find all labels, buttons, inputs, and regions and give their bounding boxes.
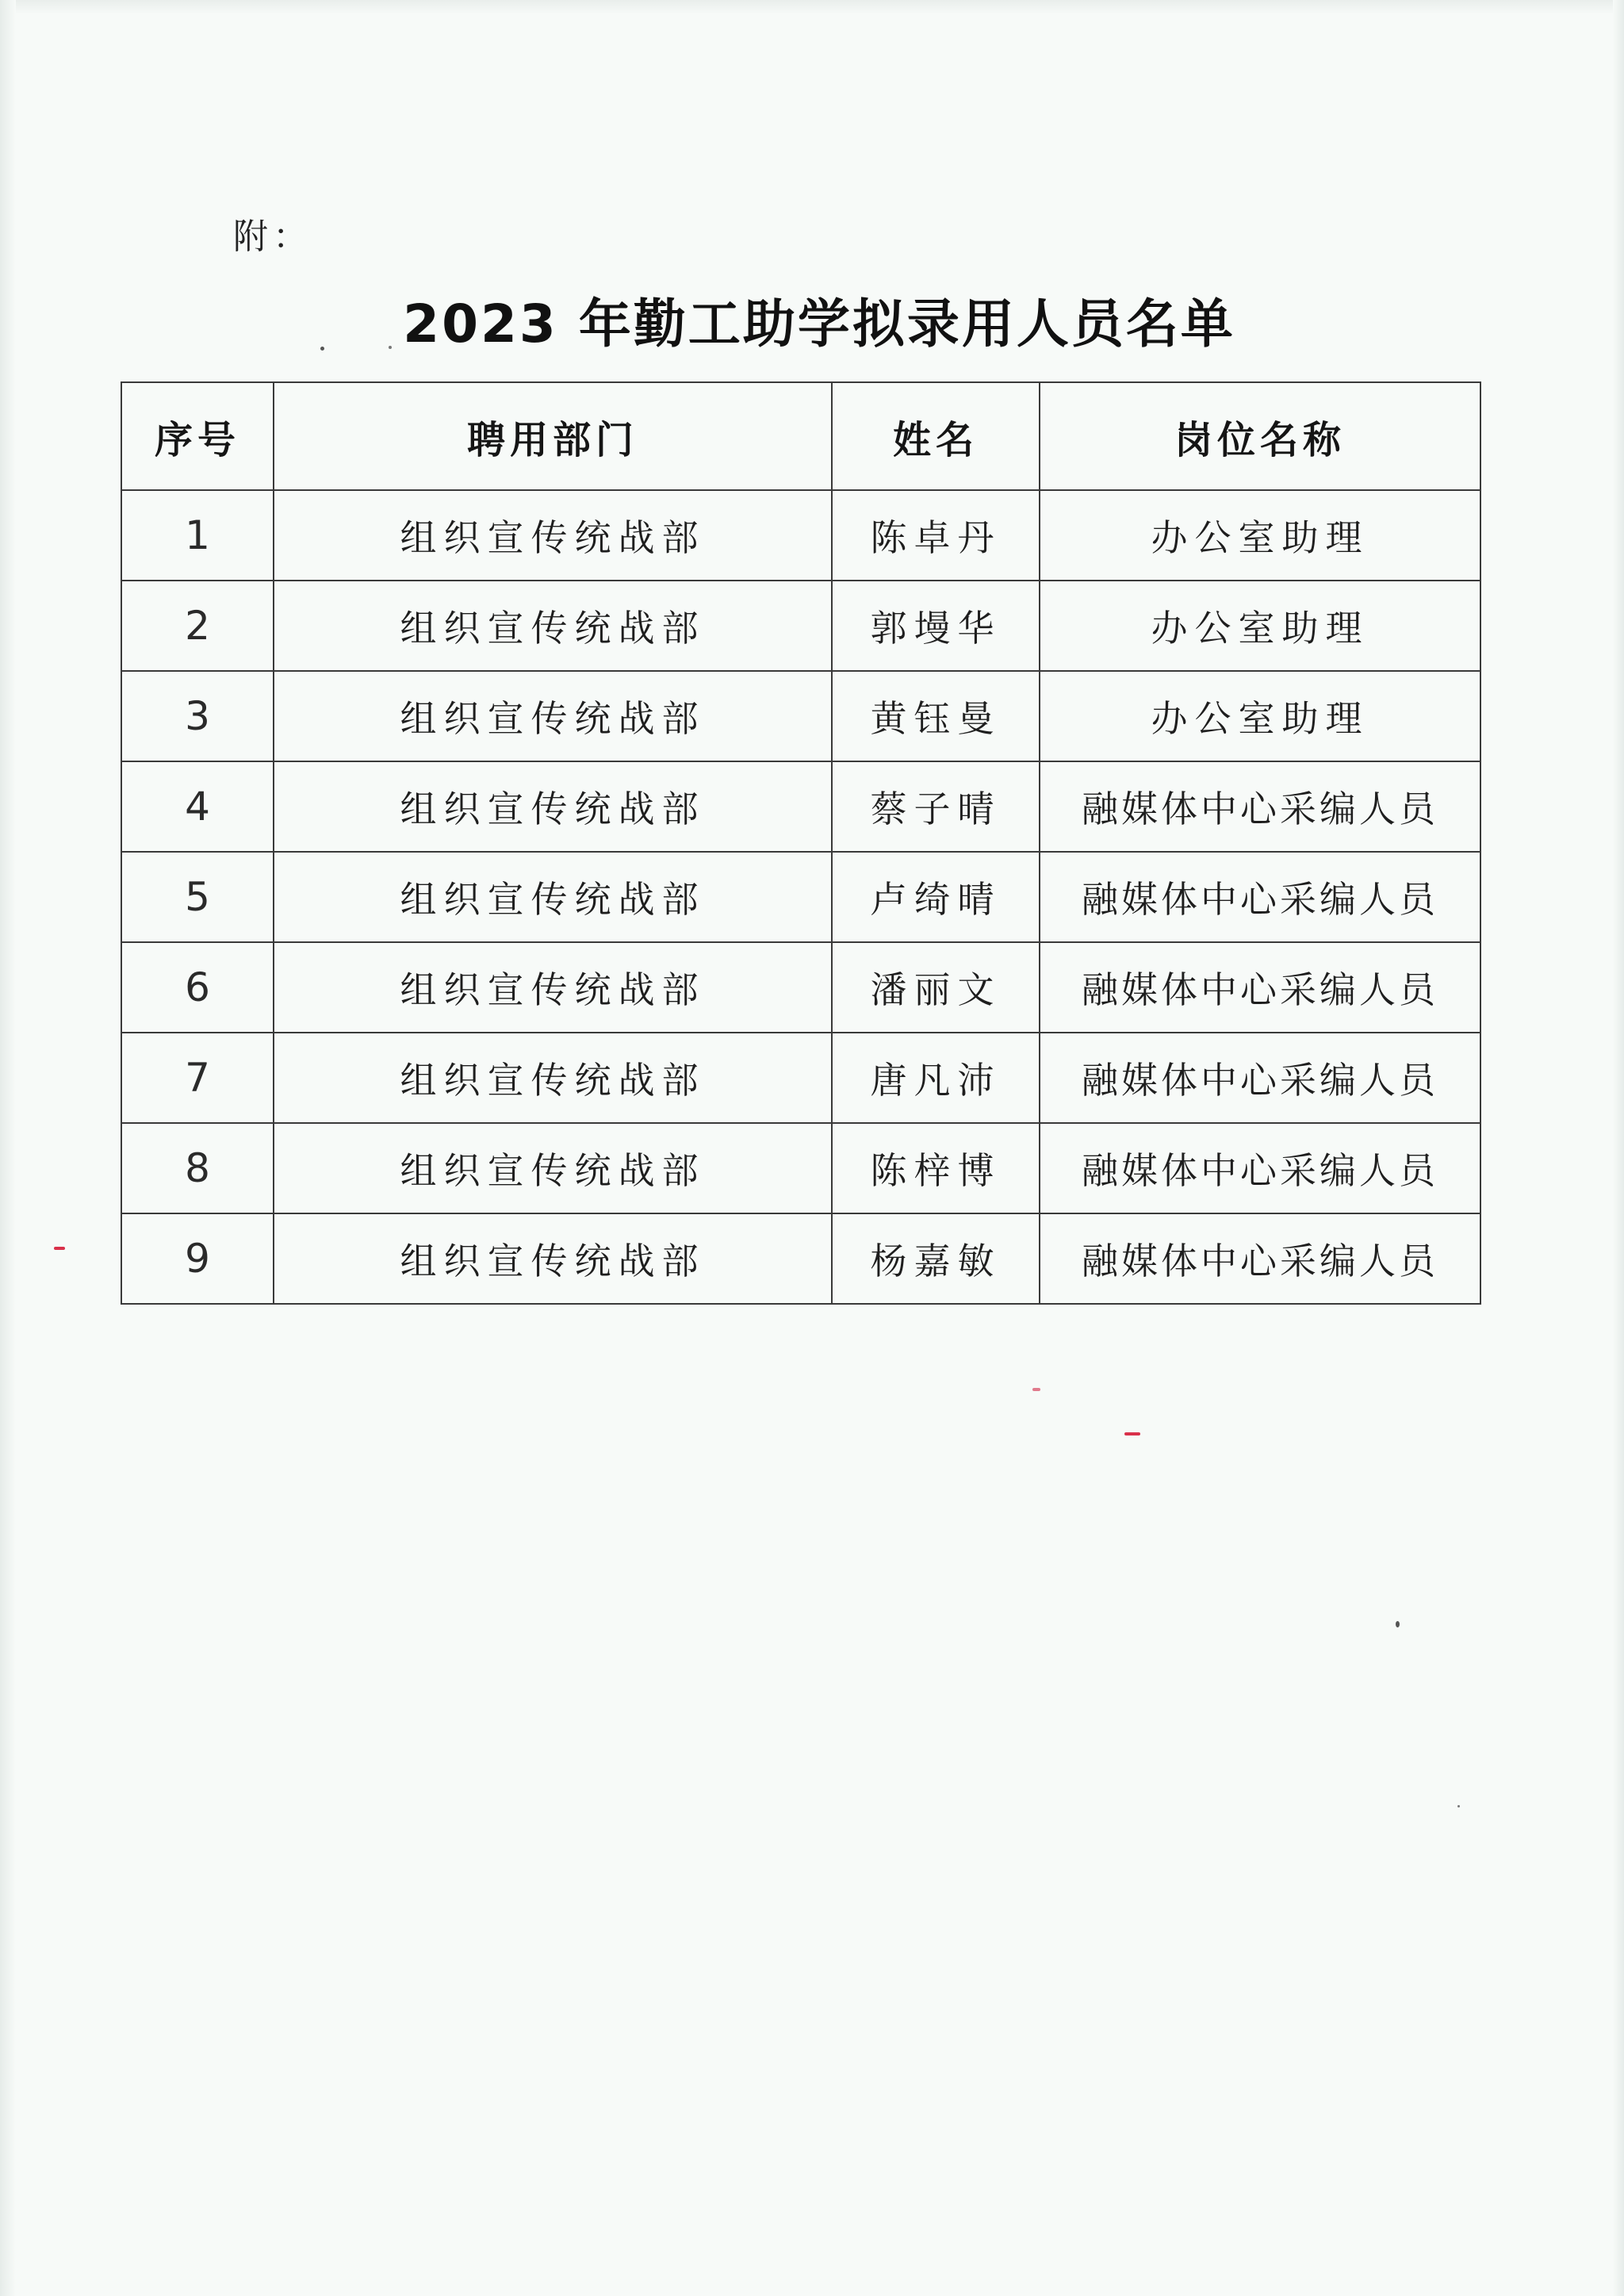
recruitment-table — [121, 381, 1481, 1305]
cell-position: 办公室助理 — [1040, 671, 1480, 761]
cell-position: 融媒体中心采编人员 — [1040, 1213, 1480, 1304]
cell-serial-number: 9 — [121, 1213, 274, 1304]
scan-speck — [54, 1247, 65, 1250]
scan-speck — [1457, 1805, 1460, 1807]
cell-serial-number: 4 — [121, 761, 274, 852]
scan-speck — [389, 346, 392, 349]
cell-name: 郭墁华 — [832, 581, 1040, 671]
scan-speck — [320, 347, 324, 351]
cell-position: 融媒体中心采编人员 — [1040, 942, 1480, 1033]
table-row — [121, 581, 1480, 671]
cell-position: 办公室助理 — [1040, 581, 1480, 671]
header-position: 岗位名称 — [1040, 382, 1480, 490]
cell-position: 办公室助理 — [1040, 490, 1480, 581]
cell-name: 蔡子晴 — [832, 761, 1040, 852]
cell-serial-number: 6 — [121, 942, 274, 1033]
scan-speck — [1396, 1621, 1400, 1627]
cell-serial-number: 8 — [121, 1123, 274, 1213]
header-serial-number: 序号 — [121, 382, 274, 490]
cell-department: 组织宣传统战部 — [274, 671, 832, 761]
cell-position: 融媒体中心采编人员 — [1040, 1123, 1480, 1213]
header-name: 姓名 — [832, 382, 1040, 490]
cell-name: 陈梓博 — [832, 1123, 1040, 1213]
cell-serial-number: 5 — [121, 852, 274, 942]
cell-name: 潘丽文 — [832, 942, 1040, 1033]
scan-edge-top — [0, 0, 1624, 14]
cell-department: 组织宣传统战部 — [274, 1123, 832, 1213]
table-row — [121, 490, 1480, 581]
cell-department: 组织宣传统战部 — [274, 490, 832, 581]
cell-name: 卢绮晴 — [832, 852, 1040, 942]
cell-name: 杨嘉敏 — [832, 1213, 1040, 1304]
attachment-label: 附： — [233, 217, 312, 257]
cell-serial-number: 7 — [121, 1033, 274, 1123]
cell-position: 融媒体中心采编人员 — [1040, 852, 1480, 942]
table-header-row — [121, 382, 1480, 490]
cell-name: 陈卓丹 — [832, 490, 1040, 581]
header-department: 聘用部门 — [274, 382, 832, 490]
scan-speck — [1124, 1432, 1140, 1435]
cell-name: 黄钰曼 — [832, 671, 1040, 761]
cell-department: 组织宣传统战部 — [274, 942, 832, 1033]
scan-speck — [1032, 1388, 1040, 1391]
page-title: 2023 年勤工助学拟录用人员名单 — [403, 293, 1235, 355]
table-row — [121, 671, 1480, 761]
cell-department: 组织宣传统战部 — [274, 1213, 832, 1304]
table-row — [121, 852, 1480, 942]
cell-serial-number: 1 — [121, 490, 274, 581]
table-row — [121, 1213, 1480, 1304]
cell-serial-number: 2 — [121, 581, 274, 671]
cell-department: 组织宣传统战部 — [274, 581, 832, 671]
cell-position: 融媒体中心采编人员 — [1040, 1033, 1480, 1123]
table-row — [121, 761, 1480, 852]
cell-department: 组织宣传统战部 — [274, 852, 832, 942]
table-row — [121, 1123, 1480, 1213]
cell-position: 融媒体中心采编人员 — [1040, 761, 1480, 852]
cell-department: 组织宣传统战部 — [274, 761, 832, 852]
table-row — [121, 1033, 1480, 1123]
cell-serial-number: 3 — [121, 671, 274, 761]
table-row — [121, 942, 1480, 1033]
cell-name: 唐凡沛 — [832, 1033, 1040, 1123]
cell-department: 组织宣传统战部 — [274, 1033, 832, 1123]
